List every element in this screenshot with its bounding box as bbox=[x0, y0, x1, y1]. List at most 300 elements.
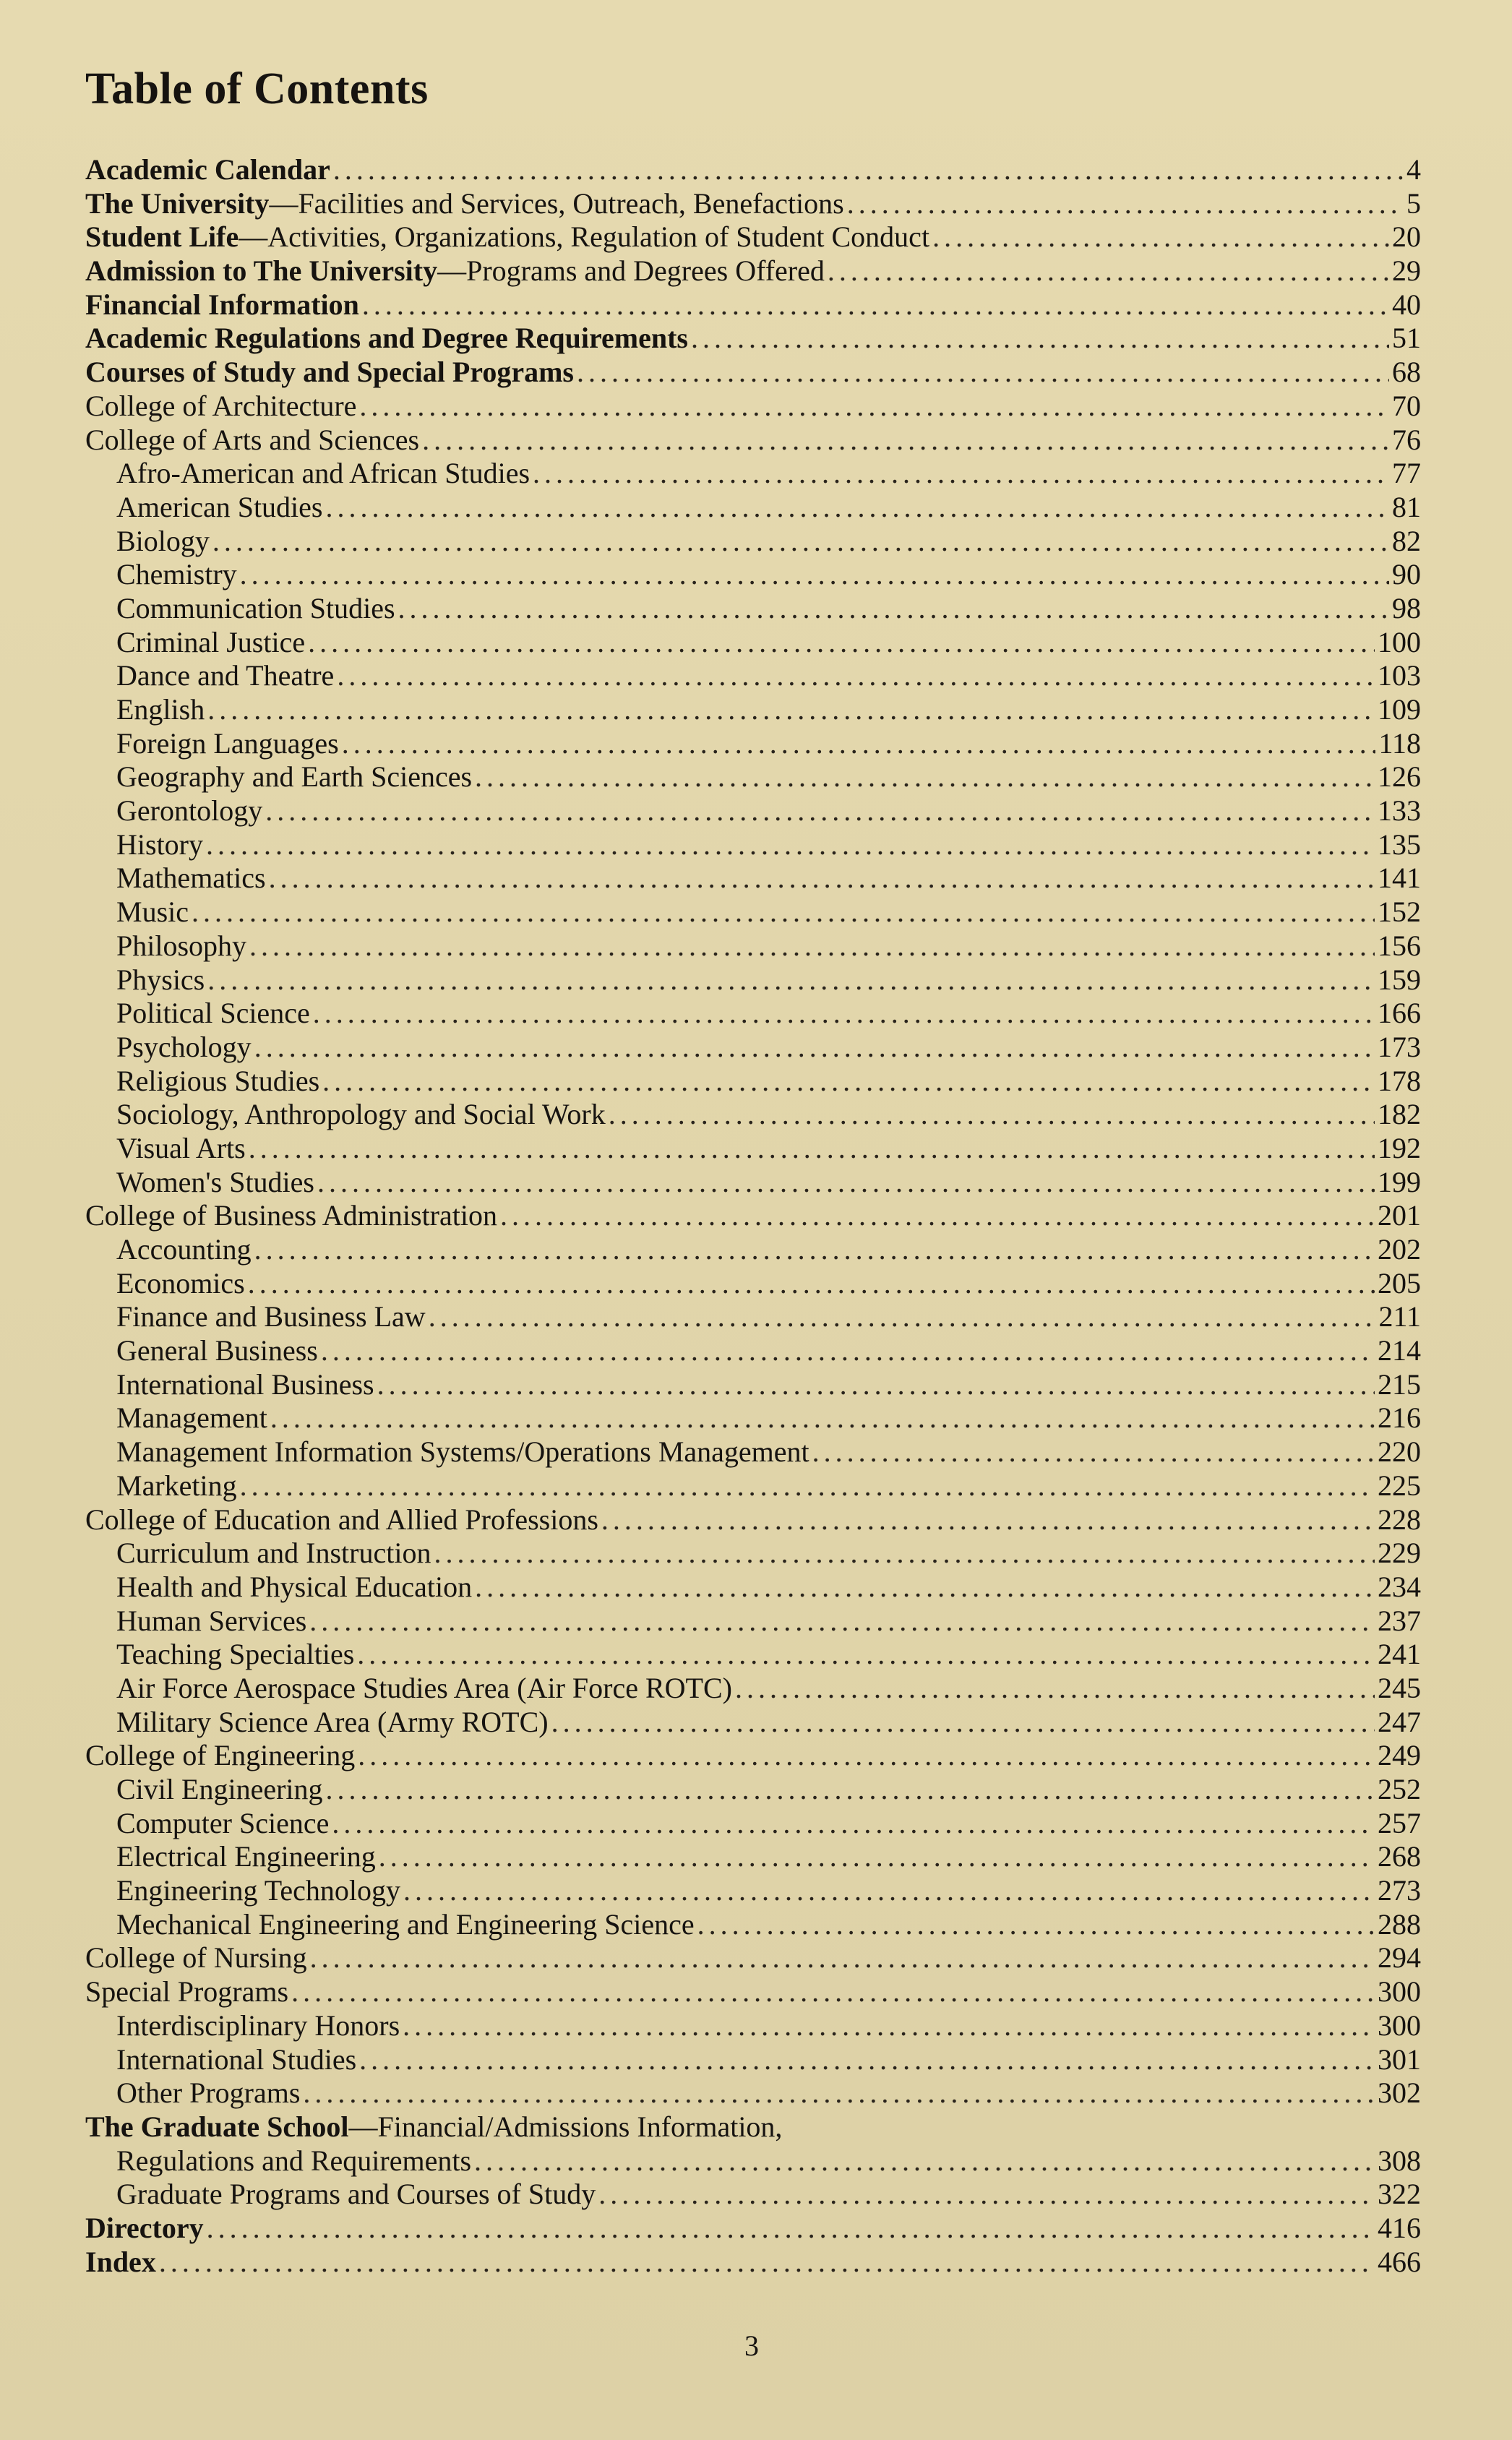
toc-entry-text: College of Architecture bbox=[85, 389, 357, 422]
dot-leader bbox=[308, 626, 1375, 660]
toc-entry-label bbox=[85, 862, 266, 895]
toc-entry-page-number: 90 bbox=[1392, 558, 1421, 591]
toc-entry-label bbox=[85, 1975, 288, 2009]
toc-entry-label bbox=[85, 693, 205, 727]
toc-entry-page-number: 300 bbox=[1378, 1975, 1421, 2009]
toc-entry-label bbox=[85, 1739, 355, 1773]
dot-leader bbox=[362, 288, 1389, 322]
toc-entry bbox=[85, 424, 1421, 458]
toc-entry-text: Mechanical Engineering and Engineering Science bbox=[116, 1907, 695, 1941]
toc-entry bbox=[85, 794, 1421, 828]
page-number: 3 bbox=[744, 2329, 759, 2362]
toc-entry bbox=[85, 997, 1421, 1031]
toc-entry-page-number: 5 bbox=[1406, 186, 1421, 220]
toc-entry bbox=[85, 828, 1421, 862]
dot-leader bbox=[270, 1401, 1375, 1435]
toc-entry-page-number: 98 bbox=[1392, 591, 1421, 624]
dot-leader bbox=[342, 727, 1376, 761]
toc-entry bbox=[85, 659, 1421, 693]
toc-entry-label bbox=[85, 963, 205, 997]
dot-leader bbox=[207, 693, 1375, 727]
toc-entry-page-number: 237 bbox=[1378, 1604, 1421, 1637]
toc-entry-text: College of Education and Allied Professions bbox=[85, 1503, 598, 1536]
dot-leader bbox=[206, 828, 1375, 862]
toc-entry-text: —Facilities and Services, Outreach, Benefactions bbox=[269, 186, 844, 220]
toc-entry-text: Mathematics bbox=[116, 862, 266, 895]
toc-entry-page-number: 159 bbox=[1378, 963, 1421, 996]
toc-entry bbox=[85, 2212, 1421, 2246]
dot-leader bbox=[240, 1469, 1375, 1503]
dot-leader bbox=[332, 1807, 1375, 1841]
toc-entry-label bbox=[85, 1233, 252, 1267]
toc-entry-text: International Business bbox=[116, 1367, 374, 1401]
dot-leader bbox=[326, 1773, 1375, 1807]
toc-entry-page-number: 82 bbox=[1392, 524, 1421, 557]
toc-entry-text: Visual Arts bbox=[116, 1131, 246, 1164]
dot-leader bbox=[313, 997, 1375, 1031]
dot-leader bbox=[269, 862, 1375, 895]
dot-leader bbox=[254, 1233, 1375, 1267]
toc-entry-page-number: 70 bbox=[1392, 389, 1421, 422]
toc-entry-label bbox=[85, 1401, 267, 1435]
toc-entry-label bbox=[85, 2110, 782, 2144]
dot-leader bbox=[691, 322, 1389, 356]
toc-entry-label bbox=[85, 1132, 246, 1166]
toc-entry-label bbox=[85, 1199, 497, 1233]
toc-entry-text: Religious Studies bbox=[116, 1064, 320, 1097]
toc-entry-text: Dance and Theatre bbox=[116, 659, 335, 692]
toc-entry bbox=[85, 1166, 1421, 1200]
dot-leader bbox=[249, 1132, 1375, 1166]
toc-entry bbox=[85, 1605, 1421, 1638]
dot-leader bbox=[359, 2043, 1375, 2077]
toc-entry bbox=[85, 1638, 1421, 1672]
toc-entry-label bbox=[85, 1435, 809, 1469]
toc-entry bbox=[85, 322, 1421, 356]
toc-entry-page-number: 216 bbox=[1378, 1401, 1421, 1435]
toc-entry-page-number: 20 bbox=[1392, 220, 1421, 254]
toc-entry-text: International Studies bbox=[116, 2042, 357, 2076]
toc-entry bbox=[85, 1672, 1421, 1706]
toc-entry bbox=[85, 457, 1421, 491]
toc-entry bbox=[85, 390, 1421, 424]
dot-leader bbox=[697, 1908, 1375, 1942]
toc-entry-text: Economics bbox=[116, 1266, 245, 1300]
toc-entry-label bbox=[85, 1706, 549, 1740]
toc-entry-label bbox=[85, 457, 530, 491]
toc-entry-text: Regulations and Requirements bbox=[116, 2144, 472, 2177]
dot-leader bbox=[207, 2212, 1375, 2246]
toc-entry-text: Air Force Aerospace Studies Area (Air Force ROTC) bbox=[116, 1671, 732, 1704]
toc-entry-page-number: 211 bbox=[1378, 1300, 1421, 1333]
toc-entry-text: Marketing bbox=[116, 1469, 237, 1502]
toc-entry-label bbox=[85, 2144, 471, 2178]
toc-entry-label bbox=[85, 558, 237, 592]
dot-leader bbox=[475, 760, 1375, 794]
toc-entry bbox=[85, 1368, 1421, 1402]
toc-entry-label bbox=[85, 1267, 245, 1301]
toc-entry-bold-title: Index bbox=[85, 2245, 156, 2278]
toc-entry bbox=[85, 525, 1421, 559]
toc-entry bbox=[85, 1874, 1421, 1908]
dot-leader bbox=[192, 895, 1375, 929]
table-of-contents bbox=[85, 153, 1421, 2279]
toc-entry-page-number: 220 bbox=[1378, 1435, 1421, 1469]
dot-leader bbox=[475, 1571, 1375, 1605]
toc-entry-label bbox=[85, 1368, 374, 1402]
toc-entry-text: Health and Physical Education bbox=[116, 1570, 473, 1603]
toc-entry-page-number: 133 bbox=[1378, 794, 1421, 828]
toc-entry-text: General Business bbox=[116, 1334, 318, 1367]
toc-entry-text: Music bbox=[116, 895, 189, 929]
dot-leader bbox=[322, 1065, 1375, 1099]
dot-leader bbox=[422, 424, 1389, 458]
toc-entry-text: —Activities, Organizations, Regulation of Student Conduct bbox=[239, 220, 930, 254]
dot-leader bbox=[598, 2178, 1375, 2212]
toc-entry-text: Interdisciplinary Honors bbox=[116, 2009, 400, 2042]
dot-leader bbox=[601, 1503, 1375, 1537]
toc-entry-label bbox=[85, 2009, 400, 2043]
toc-entry-page-number: 257 bbox=[1378, 1806, 1421, 1839]
toc-entry-page-number: 247 bbox=[1378, 1705, 1421, 1738]
toc-entry bbox=[85, 1233, 1421, 1267]
dot-leader bbox=[303, 2076, 1375, 2110]
toc-entry-text: Criminal Justice bbox=[116, 625, 306, 658]
toc-entry-label bbox=[85, 2246, 156, 2280]
dot-leader bbox=[358, 1739, 1375, 1773]
toc-entry-bold-title: Academic Calendar bbox=[85, 153, 330, 186]
toc-entry-text: Foreign Languages bbox=[116, 726, 339, 760]
toc-entry bbox=[85, 1334, 1421, 1368]
toc-entry-page-number: 178 bbox=[1378, 1064, 1421, 1097]
toc-entry bbox=[85, 1199, 1421, 1233]
toc-entry bbox=[85, 1739, 1421, 1773]
toc-entry-page-number: 294 bbox=[1378, 1941, 1421, 1975]
toc-entry-page-number: 268 bbox=[1378, 1840, 1421, 1873]
toc-entry-label bbox=[85, 322, 688, 356]
toc-entry bbox=[85, 1503, 1421, 1537]
toc-entry-label bbox=[85, 794, 262, 828]
dot-leader bbox=[240, 558, 1389, 592]
toc-entry bbox=[85, 1840, 1421, 1874]
toc-entry-bold-title: Courses of Study and Special Programs bbox=[85, 356, 574, 389]
toc-entry-text: History bbox=[116, 828, 203, 861]
toc-entry-page-number: 109 bbox=[1378, 693, 1421, 726]
dot-leader bbox=[398, 592, 1389, 626]
dot-leader bbox=[357, 1638, 1375, 1672]
dot-leader bbox=[249, 929, 1375, 963]
toc-entry bbox=[85, 1807, 1421, 1841]
toc-entry-text: Accounting bbox=[116, 1233, 252, 1266]
toc-entry bbox=[85, 254, 1421, 288]
toc-entry-label bbox=[85, 997, 310, 1031]
toc-entry-label bbox=[85, 727, 339, 761]
toc-entry-label bbox=[85, 828, 203, 862]
toc-entry-label bbox=[85, 288, 359, 322]
toc-entry-page-number: 76 bbox=[1392, 423, 1421, 456]
toc-entry bbox=[85, 626, 1421, 660]
toc-entry bbox=[85, 1401, 1421, 1435]
toc-entry-text: College of Arts and Sciences bbox=[85, 423, 420, 456]
toc-entry-label bbox=[85, 1807, 329, 1841]
toc-entry bbox=[85, 1267, 1421, 1301]
toc-entry-label bbox=[85, 1469, 237, 1503]
toc-entry-text: Communication Studies bbox=[116, 591, 395, 624]
toc-entry-label bbox=[85, 1300, 426, 1334]
toc-entry-text: Management Information Systems/Operations Management bbox=[116, 1435, 809, 1469]
toc-entry-text: Physics bbox=[116, 963, 205, 996]
toc-entry-label bbox=[85, 2212, 204, 2246]
toc-entry-text: Electrical Engineering bbox=[116, 1840, 376, 1873]
toc-entry-bold-title: Financial Information bbox=[85, 288, 359, 321]
dot-leader bbox=[932, 220, 1389, 254]
toc-entry bbox=[85, 558, 1421, 592]
dot-leader bbox=[212, 525, 1389, 559]
dot-leader bbox=[321, 1334, 1375, 1368]
dot-leader bbox=[359, 390, 1389, 424]
toc-entry bbox=[85, 1098, 1421, 1132]
toc-entry bbox=[85, 1132, 1421, 1166]
toc-entry-page-number: 308 bbox=[1378, 2144, 1421, 2177]
dot-leader bbox=[403, 1874, 1375, 1908]
dot-leader bbox=[828, 254, 1389, 288]
dot-leader bbox=[207, 963, 1375, 997]
toc-entry-label bbox=[85, 2076, 300, 2110]
toc-entry-label bbox=[85, 1941, 307, 1975]
dot-leader bbox=[291, 1975, 1375, 2009]
toc-entry bbox=[85, 2043, 1421, 2077]
toc-entry-text: Graduate Programs and Courses of Study bbox=[116, 2178, 596, 2211]
toc-entry-page-number: 322 bbox=[1378, 2178, 1421, 2211]
toc-entry-label bbox=[85, 525, 210, 559]
toc-entry-text: Biology bbox=[116, 524, 210, 557]
toc-entry bbox=[85, 288, 1421, 322]
dot-leader bbox=[735, 1672, 1375, 1706]
toc-entry-text: —Programs and Degrees Offered bbox=[437, 254, 825, 288]
toc-entry-page-number: 201 bbox=[1378, 1199, 1421, 1232]
dot-leader bbox=[377, 1368, 1375, 1402]
toc-entry-page-number: 234 bbox=[1378, 1570, 1421, 1603]
toc-entry-page-number: 4 bbox=[1406, 153, 1421, 186]
dot-leader bbox=[577, 356, 1389, 390]
dot-leader bbox=[551, 1706, 1375, 1740]
toc-entry-text: Curriculum and Instruction bbox=[116, 1537, 431, 1570]
toc-entry bbox=[85, 963, 1421, 997]
toc-entry-text: College of Business Administration bbox=[85, 1199, 497, 1232]
toc-entry-page-number: 245 bbox=[1378, 1671, 1421, 1704]
dot-leader bbox=[254, 1031, 1375, 1065]
toc-entry-text: College of Engineering bbox=[85, 1739, 356, 1772]
dot-leader bbox=[474, 2144, 1375, 2178]
toc-entry-text: Afro-American and African Studies bbox=[116, 457, 531, 490]
toc-entry-label bbox=[85, 1840, 376, 1874]
toc-entry bbox=[85, 2110, 1421, 2144]
toc-entry bbox=[85, 1537, 1421, 1571]
toc-entry-page-number: 141 bbox=[1378, 862, 1421, 895]
toc-entry-text: Military Science Area (Army ROTC) bbox=[116, 1705, 549, 1738]
toc-entry-page-number: 135 bbox=[1378, 828, 1421, 861]
dot-leader bbox=[500, 1199, 1375, 1233]
toc-entry-label bbox=[85, 1031, 252, 1065]
toc-entry-page-number: 182 bbox=[1378, 1098, 1421, 1131]
toc-entry-label bbox=[85, 1908, 695, 1942]
toc-entry-text: College of Nursing bbox=[85, 1941, 307, 1975]
toc-entry-page-number: 288 bbox=[1378, 1907, 1421, 1941]
toc-entry-page-number: 51 bbox=[1392, 322, 1421, 355]
toc-entry bbox=[85, 1706, 1421, 1740]
toc-entry-label bbox=[85, 1672, 732, 1706]
toc-entry bbox=[85, 1571, 1421, 1605]
toc-entry bbox=[85, 1908, 1421, 1942]
toc-entry-page-number: 225 bbox=[1378, 1469, 1421, 1502]
toc-entry-page-number: 166 bbox=[1378, 997, 1421, 1030]
toc-entry-label bbox=[85, 1065, 319, 1099]
toc-entry-text: Chemistry bbox=[116, 558, 237, 591]
dot-leader bbox=[265, 794, 1375, 828]
toc-entry bbox=[85, 1300, 1421, 1334]
dot-leader bbox=[429, 1300, 1376, 1334]
dot-leader bbox=[434, 1537, 1375, 1571]
toc-entry-label bbox=[85, 220, 929, 254]
toc-entry bbox=[85, 1435, 1421, 1469]
toc-entry-label bbox=[85, 1571, 472, 1605]
toc-entry bbox=[85, 2009, 1421, 2043]
dot-leader bbox=[317, 1166, 1375, 1200]
toc-entry bbox=[85, 727, 1421, 761]
toc-entry-page-number: 192 bbox=[1378, 1131, 1421, 1164]
toc-entry-page-number: 241 bbox=[1378, 1638, 1421, 1671]
toc-entry-label bbox=[85, 424, 419, 458]
toc-entry-label bbox=[85, 760, 472, 794]
dot-leader bbox=[403, 2009, 1375, 2043]
toc-entry-label bbox=[85, 187, 844, 221]
toc-entry bbox=[85, 592, 1421, 626]
toc-entry-text: Other Programs bbox=[116, 2076, 301, 2110]
toc-entry-label bbox=[85, 2178, 596, 2212]
toc-entry-page-number: 152 bbox=[1378, 895, 1421, 929]
toc-entry-label bbox=[85, 356, 574, 390]
toc-entry-page-number: 100 bbox=[1378, 625, 1421, 658]
toc-entry-page-number: 228 bbox=[1378, 1503, 1421, 1536]
toc-entry bbox=[85, 356, 1421, 390]
toc-entry-page-number: 273 bbox=[1378, 1874, 1421, 1907]
toc-entry-page-number: 126 bbox=[1378, 760, 1421, 794]
toc-entry-text: —Financial/Admissions Information, bbox=[348, 2110, 783, 2143]
toc-entry bbox=[85, 2076, 1421, 2110]
toc-entry bbox=[85, 693, 1421, 727]
toc-entry-bold-title: Directory bbox=[85, 2211, 204, 2244]
toc-entry-page-number: 252 bbox=[1378, 1773, 1421, 1805]
toc-entry-label bbox=[85, 1537, 431, 1571]
toc-entry-text: American Studies bbox=[116, 490, 323, 523]
toc-entry-text: Finance and Business Law bbox=[116, 1300, 426, 1333]
toc-entry bbox=[85, 1065, 1421, 1099]
toc-entry-label bbox=[85, 1334, 318, 1368]
toc-entry-bold-title: The University bbox=[85, 186, 270, 220]
toc-entry bbox=[85, 760, 1421, 794]
toc-entry-text: Management bbox=[116, 1401, 267, 1435]
toc-entry-page-number: 466 bbox=[1378, 2245, 1421, 2278]
toc-entry-label bbox=[85, 659, 334, 693]
toc-entry-label bbox=[85, 1874, 400, 1908]
dot-leader bbox=[533, 457, 1389, 491]
toc-entry bbox=[85, 1773, 1421, 1807]
toc-entry-page-number: 40 bbox=[1392, 288, 1421, 321]
toc-entry-label bbox=[85, 2043, 356, 2077]
toc-entry-text: Philosophy bbox=[116, 929, 247, 962]
toc-entry bbox=[85, 1469, 1421, 1503]
toc-entry-page-number: 77 bbox=[1392, 457, 1421, 490]
toc-entry-page-number: 214 bbox=[1378, 1334, 1421, 1367]
toc-entry bbox=[85, 220, 1421, 254]
toc-entry bbox=[85, 1031, 1421, 1065]
toc-entry-text: Civil Engineering bbox=[116, 1773, 323, 1805]
page-title: Table of Contents bbox=[85, 64, 429, 113]
dot-leader bbox=[309, 1605, 1375, 1638]
toc-entry-page-number: 205 bbox=[1378, 1266, 1421, 1300]
toc-entry-label bbox=[85, 1166, 314, 1200]
toc-entry bbox=[85, 929, 1421, 963]
toc-entry bbox=[85, 2178, 1421, 2212]
toc-entry-label bbox=[85, 626, 305, 660]
toc-entry-text: Human Services bbox=[116, 1604, 307, 1637]
toc-entry-text: Geography and Earth Sciences bbox=[116, 760, 473, 794]
toc-entry-bold-title: Admission to The University bbox=[85, 254, 438, 288]
dot-leader bbox=[337, 659, 1375, 693]
toc-entry bbox=[85, 1941, 1421, 1975]
toc-entry-page-number: 103 bbox=[1378, 659, 1421, 692]
toc-entry bbox=[85, 895, 1421, 929]
toc-entry bbox=[85, 491, 1421, 525]
toc-entry-label bbox=[85, 390, 356, 424]
toc-entry-page-number: 156 bbox=[1378, 929, 1421, 962]
toc-entry bbox=[85, 1975, 1421, 2009]
toc-entry-page-number: 29 bbox=[1392, 254, 1421, 288]
toc-entry-text: Psychology bbox=[116, 1030, 252, 1063]
toc-entry-page-number: 81 bbox=[1392, 490, 1421, 523]
dot-leader bbox=[847, 187, 1404, 221]
toc-entry bbox=[85, 2144, 1421, 2178]
toc-entry-label bbox=[85, 1605, 306, 1638]
toc-entry-page-number: 416 bbox=[1378, 2211, 1421, 2244]
toc-entry-page-number: 302 bbox=[1378, 2076, 1421, 2110]
toc-entry-page-number: 199 bbox=[1378, 1165, 1421, 1198]
toc-entry bbox=[85, 862, 1421, 895]
toc-entry-bold-title: The Graduate School bbox=[85, 2110, 349, 2143]
toc-entry-text: Political Science bbox=[116, 997, 310, 1030]
toc-entry-text: Women's Studies bbox=[116, 1165, 314, 1198]
toc-entry-label bbox=[85, 1638, 354, 1672]
toc-entry-page-number: 300 bbox=[1378, 2009, 1421, 2042]
toc-entry-bold-title: Academic Regulations and Degree Requirements bbox=[85, 322, 688, 355]
toc-entry-text: Computer Science bbox=[116, 1806, 330, 1839]
toc-entry-label bbox=[85, 1503, 598, 1537]
toc-entry-text: Special Programs bbox=[85, 1975, 289, 2009]
dot-leader bbox=[812, 1435, 1375, 1469]
toc-entry-label bbox=[85, 895, 189, 929]
toc-entry-label bbox=[85, 254, 825, 288]
toc-entry-page-number: 215 bbox=[1378, 1367, 1421, 1401]
dot-leader bbox=[248, 1267, 1375, 1301]
toc-entry-text: Engineering Technology bbox=[116, 1874, 401, 1907]
toc-entry bbox=[85, 153, 1421, 187]
dot-leader bbox=[159, 2246, 1375, 2280]
dot-leader bbox=[310, 1941, 1375, 1975]
toc-entry-label bbox=[85, 491, 323, 525]
toc-entry-page-number: 118 bbox=[1378, 726, 1421, 760]
dot-leader bbox=[333, 153, 1404, 187]
toc-entry bbox=[85, 187, 1421, 221]
